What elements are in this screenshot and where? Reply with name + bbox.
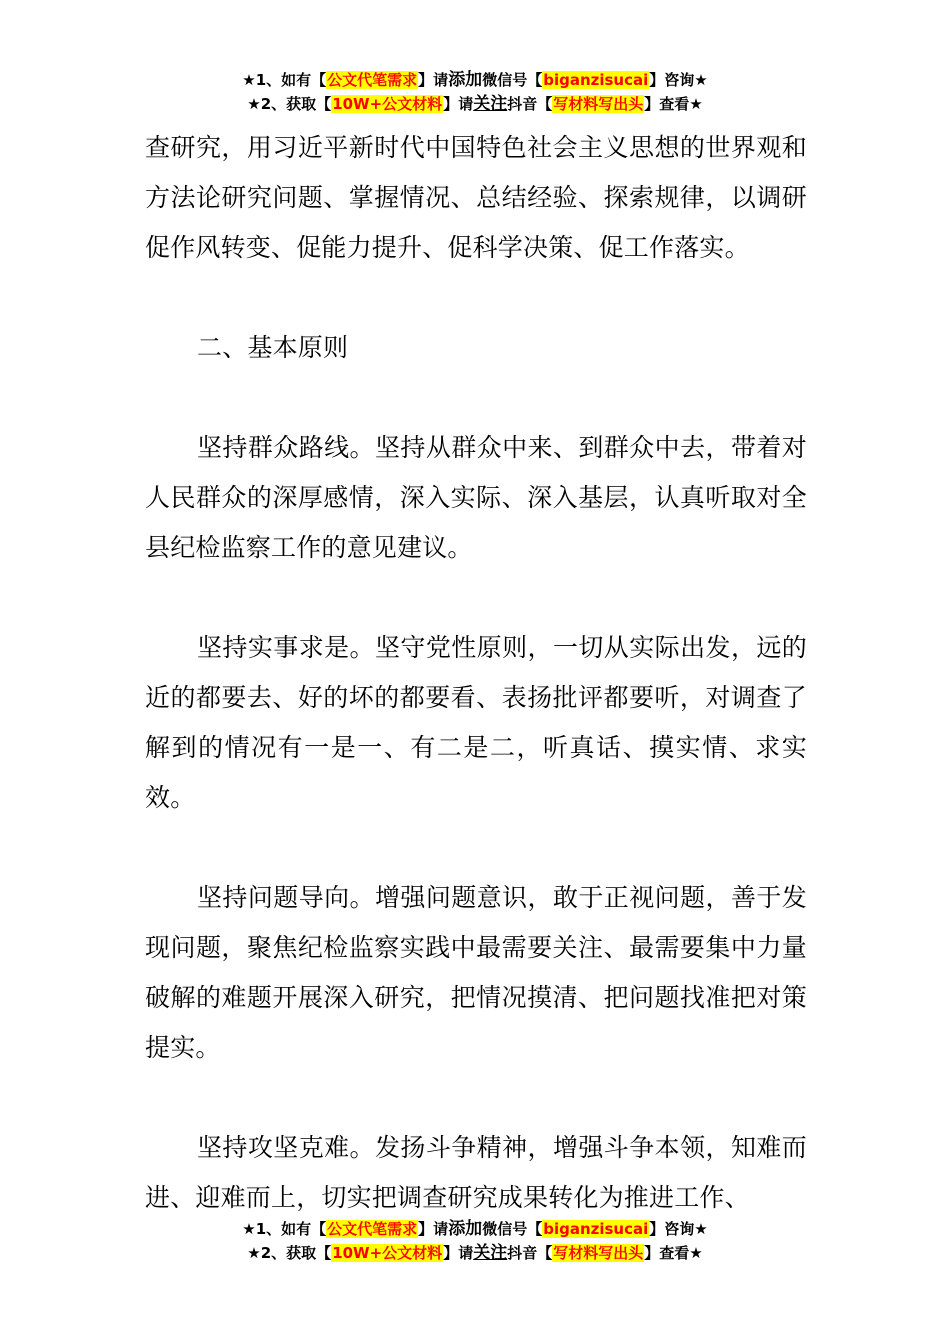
banner-text: 】查看★ — [644, 1244, 703, 1262]
banner-text: 微信号【 — [482, 71, 543, 89]
section-heading: 二、基本原则 — [197, 333, 349, 362]
banner-line-1 — [0, 68, 950, 92]
paragraph-mass-line: 坚持群众路线。坚持从群众中来、到群众中去，带着对人民群众的深厚感情，深入实际、深入基层，认真听取对全县纪检监察工作的意见建议。 — [145, 433, 807, 562]
banner-text: 】请 — [418, 71, 449, 89]
footer-banner — [0, 1217, 950, 1265]
highlight-service: 公文代笔需求 — [327, 1220, 418, 1238]
banner-line-1 — [0, 1217, 950, 1241]
paragraph-continuation: 查研究，用习近平新时代中国特色社会主义思想的世界观和方法论研究问题、掌握情况、总结经验、探索规律，以调研促作风转变、促能力提升、促科学决策、促工作落实。 — [145, 133, 807, 262]
banner-text: 微信号【 — [482, 1220, 543, 1238]
banner-text: 】咨询★ — [649, 71, 708, 89]
highlight-materials: 10W+公文材料 — [332, 95, 443, 113]
banner-text: ★2、获取【 — [247, 95, 332, 113]
paragraph-tackle-difficulties: 坚持攻坚克难。发扬斗争精神，增强斗争本领，知难而进、迎难而上，切实把调查研究成果转化为推进工作、 — [145, 1133, 807, 1212]
paragraph-seek-truth: 坚持实事求是。坚守党性原则，一切从实际出发，远的近的都要去、好的坏的都要看、表扬批评都要听，对调查了解到的情况有一是一、有二是二，听真话、摸实情、求实效。 — [145, 633, 807, 812]
paragraph-problem-oriented: 坚持问题导向。增强问题意识，敢于正视问题，善于发现问题，聚焦纪检监察实践中最需要关注、最需要集中力量破解的难题开展深入研究，把情况摸清、把问题找准把对策提实。 — [145, 883, 807, 1062]
highlight-douyin-account: 写材料写出头 — [553, 1244, 644, 1262]
highlight-service: 公文代笔需求 — [327, 71, 418, 89]
banner-emphasis: 添加 — [448, 70, 483, 90]
banner-text: 】请 — [418, 1220, 449, 1238]
banner-text: 】咨询★ — [649, 1220, 708, 1238]
banner-text: 抖音【 — [507, 95, 553, 113]
highlight-wechat-id: biganzisucai — [543, 1220, 649, 1238]
banner-text: 抖音【 — [507, 1244, 553, 1262]
highlight-douyin-account: 写材料写出头 — [553, 95, 644, 113]
highlight-wechat-id: biganzisucai — [543, 71, 649, 89]
banner-text: ★2、获取【 — [247, 1244, 332, 1262]
header-banner — [0, 68, 950, 116]
highlight-materials: 10W+公文材料 — [332, 1244, 443, 1262]
banner-text: 】请 — [443, 95, 474, 113]
banner-text: ★1、如有【 — [242, 1220, 327, 1238]
banner-emphasis: 添加 — [448, 1219, 483, 1239]
banner-line-2 — [0, 1241, 950, 1265]
document-body — [145, 123, 807, 1223]
banner-emphasis: 关注 — [473, 94, 508, 114]
banner-line-2 — [0, 92, 950, 116]
banner-text: 】查看★ — [644, 95, 703, 113]
banner-text: ★1、如有【 — [242, 71, 327, 89]
banner-emphasis: 关注 — [473, 1243, 508, 1263]
banner-text: 】请 — [443, 1244, 474, 1262]
